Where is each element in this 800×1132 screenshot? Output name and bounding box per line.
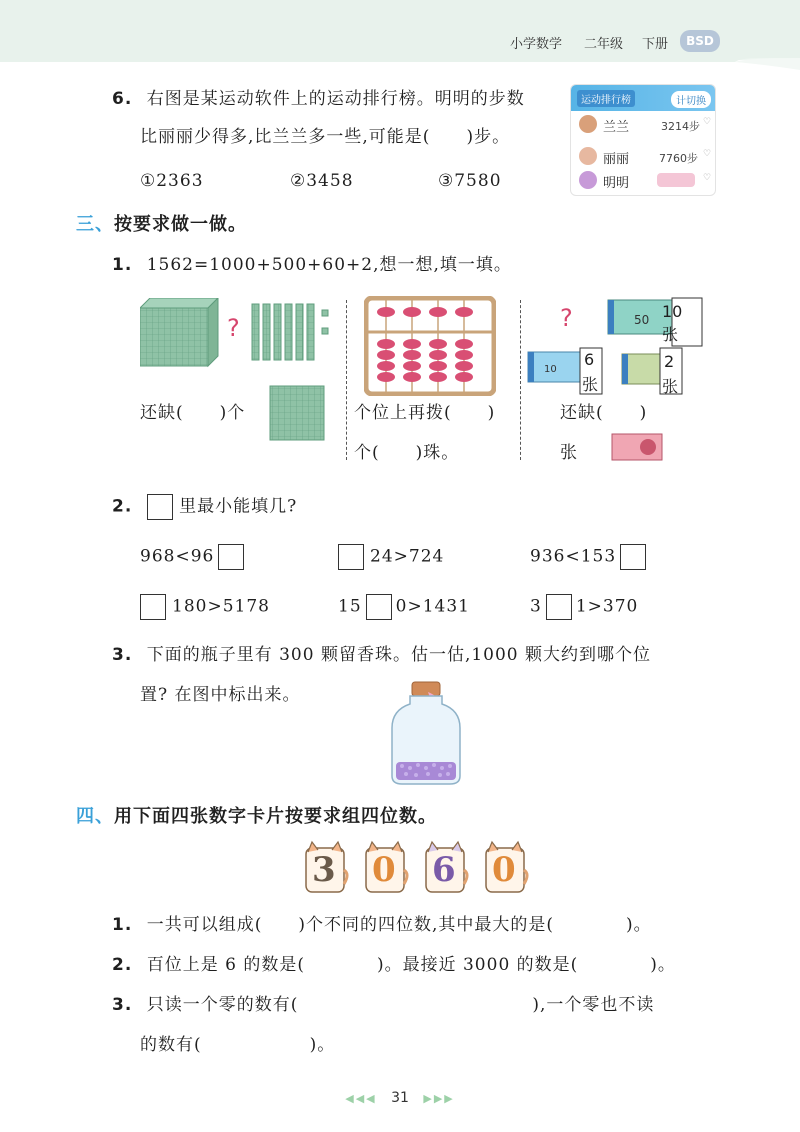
s3q3-number: 3. xyxy=(112,645,133,665)
like-icon: ♡ xyxy=(703,149,712,159)
label-zhang: 张 xyxy=(662,377,679,396)
digit-card-value: 0 xyxy=(492,850,516,890)
section4-heading xyxy=(76,802,437,828)
base-ten-blocks xyxy=(140,298,340,448)
s4q3-number: 3. xyxy=(112,995,133,1015)
page-number: 31 xyxy=(391,1090,409,1106)
s3q2-line xyxy=(112,494,297,520)
right-arrows-icon: ▶▶▶ xyxy=(423,1092,455,1105)
question-mark-2: ? xyxy=(560,304,573,332)
leaderboard-switch-button: 计切换 xyxy=(671,91,711,108)
compare-text: 0>1431 xyxy=(395,596,470,617)
section3-label: 三、 xyxy=(76,214,114,235)
section4-title: 用下面四张数字卡片按要求组四位数。 xyxy=(114,806,437,827)
row-steps-lili: 7760步 xyxy=(659,152,698,165)
edition-badge: BSD xyxy=(680,30,720,52)
answer-box[interactable] xyxy=(620,544,646,570)
s3q3-line2: 置? 在图中标出来。 xyxy=(140,685,301,705)
compare-item xyxy=(530,544,646,570)
question-mark-1: ? xyxy=(227,314,240,342)
panel3-line2: 张 xyxy=(560,443,578,463)
page-footer xyxy=(0,1090,800,1106)
s4q2-number: 2. xyxy=(112,955,133,975)
s3q3-line1 xyxy=(112,644,651,666)
divider xyxy=(346,300,347,460)
digit-card-value: 3 xyxy=(312,850,336,890)
answer-box[interactable] xyxy=(546,594,572,620)
q6-option-2: ②3458 xyxy=(290,171,354,191)
row-steps-lanlan: 3214步 xyxy=(661,120,700,133)
s4q1-line xyxy=(112,914,652,936)
q6-option-3: ③7580 xyxy=(438,171,502,191)
svg-text:50: 50 xyxy=(634,313,650,327)
compare-text: 968<96 xyxy=(140,546,215,567)
compare-item xyxy=(338,594,470,620)
label-zhang: 张 xyxy=(582,375,599,394)
s3q3-text1: 下面的瓶子里有 300 颗留香珠。估一估,1000 颗大约到哪个位 xyxy=(146,645,652,665)
s4q1-number: 1. xyxy=(112,915,133,935)
digit-card xyxy=(360,840,410,894)
section3-heading xyxy=(76,210,247,236)
q6-option-1: ①2363 xyxy=(140,171,204,191)
bead-jar xyxy=(388,680,464,786)
left-arrows-icon: ◀◀◀ xyxy=(345,1092,377,1105)
answer-box[interactable] xyxy=(366,594,392,620)
s4q2-line xyxy=(112,954,676,976)
compare-text: 15 xyxy=(338,596,362,617)
divider xyxy=(520,300,521,460)
compare-text: 936<153 xyxy=(530,546,617,567)
label-6: 6 xyxy=(584,350,595,369)
digit-card xyxy=(300,840,350,894)
header-subject: 小学数学 xyxy=(510,37,563,52)
section3-title: 按要求做一做。 xyxy=(114,214,247,235)
panel1-text: 还缺( )个 xyxy=(140,403,246,423)
panel3-line1: 还缺( ) xyxy=(560,403,648,423)
label-2: 2 xyxy=(664,352,675,371)
like-icon: ♡ xyxy=(703,117,712,127)
compare-item xyxy=(338,544,444,570)
q6-text1: 右图是某运动软件上的运动排行榜。明明的步数 xyxy=(146,89,525,109)
answer-box xyxy=(147,494,173,520)
s3q1-number: 1. xyxy=(112,255,133,275)
s4q1-text: 一共可以组成( )个不同的四位数,其中最大的是( )。 xyxy=(146,915,652,935)
answer-box[interactable] xyxy=(218,544,244,570)
avatar-lili xyxy=(579,147,597,165)
answer-box[interactable] xyxy=(338,544,364,570)
s4q3-text1: 只读一个零的数有( ),一个零也不读 xyxy=(146,995,655,1015)
avatar-mingming xyxy=(579,171,597,189)
label-zhang: 张 xyxy=(662,325,679,344)
row-name-mingming: 明明 xyxy=(603,176,630,191)
s4q3-line1 xyxy=(112,994,654,1016)
digit-cards xyxy=(300,840,530,896)
hidden-steps-blur xyxy=(657,173,695,187)
answer-box[interactable] xyxy=(140,594,166,620)
svg-text:10: 10 xyxy=(544,364,557,375)
digit-card-value: 0 xyxy=(372,850,396,890)
digit-card-value: 6 xyxy=(432,850,456,890)
s3q1-line xyxy=(112,254,512,276)
avatar-lanlan xyxy=(579,115,597,133)
digit-card xyxy=(480,840,530,894)
label-10: 10 xyxy=(662,302,683,321)
header-grade: 二年级 xyxy=(584,37,624,52)
s3q2-text: 里最小能填几? xyxy=(179,496,298,517)
panel2-line1: 个位上再拨( ) xyxy=(354,403,496,423)
s4q3-line2: 的数有( )。 xyxy=(140,1035,336,1055)
leaderboard-card xyxy=(570,84,716,196)
s3q1-text: 1562=1000+500+60+2,想一想,填一填。 xyxy=(146,255,512,275)
row-name-lanlan: 兰兰 xyxy=(603,120,630,135)
compare-item xyxy=(140,594,270,620)
q6-number: 6. xyxy=(112,89,133,109)
s3q2-number: 2. xyxy=(112,496,133,517)
compare-text: 24>724 xyxy=(370,546,445,567)
compare-text: 3 xyxy=(530,596,542,617)
q6-line1 xyxy=(112,88,525,110)
header-volume: 下册 xyxy=(642,37,669,52)
q6-line2: 比丽丽少得多,比兰兰多一些,可能是( )步。 xyxy=(140,127,511,147)
compare-text: 1>370 xyxy=(575,596,639,617)
like-icon: ♡ xyxy=(703,173,712,183)
leaderboard-title: 运动排行榜 xyxy=(577,90,635,107)
row-name-lili: 丽丽 xyxy=(603,152,630,167)
money-bundles xyxy=(524,294,720,462)
digit-card xyxy=(420,840,470,894)
panel2-line2: 个( )珠。 xyxy=(354,443,460,463)
compare-text: 180>5178 xyxy=(172,596,270,617)
section4-label: 四、 xyxy=(76,806,114,827)
s4q2-text: 百位上是 6 的数是( )。最接近 3000 的数是( )。 xyxy=(146,955,676,975)
compare-item xyxy=(140,544,244,570)
compare-item xyxy=(530,594,638,620)
abacus xyxy=(364,296,496,396)
